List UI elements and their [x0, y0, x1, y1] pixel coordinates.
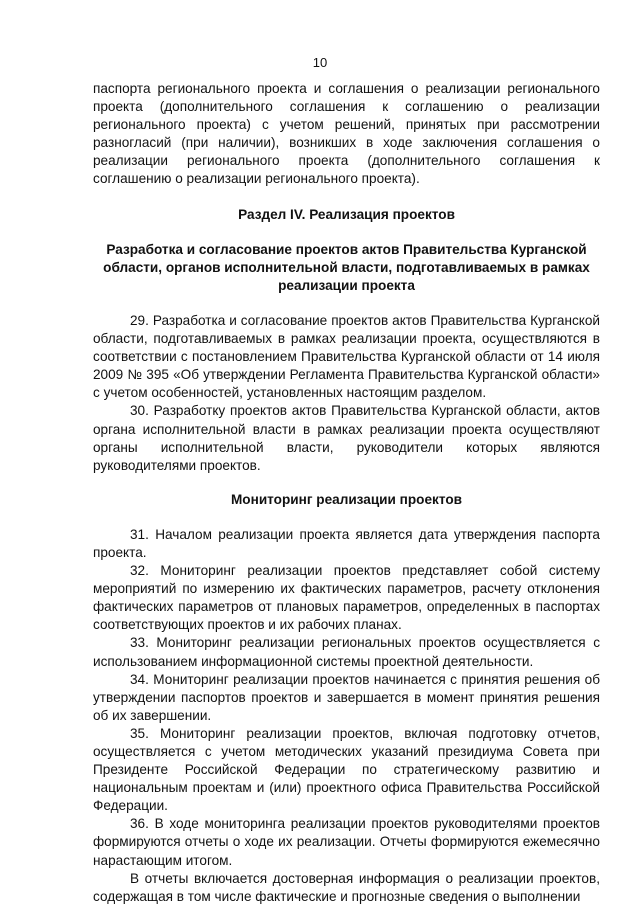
page-number: 10 — [312, 55, 328, 70]
paragraph-32: 32. Мониторинг реализации проектов представляет собой систему мероприятий по измерению их фактических параметров, расчету отклонения фактических параметров от плановых параметров, определенных в паспортах соответствующих проектов и их рабочих планах. — [93, 563, 600, 633]
paragraph-34: 34. Мониторинг реализации проектов начинается с принятия решения об утверждении паспортов проектов и завершается в момент принятия решения об их завершении. — [93, 671, 600, 723]
document-body — [93, 80, 600, 906]
paragraph-30: 30. Разработку проектов актов Правительства Курганской области, актов органа исполнительной власти в рамках реализации проекта осуществляют органы исполнительной власти, руководители которых являются руководителями проектов. — [93, 403, 600, 473]
paragraph-31: 31. Началом реализации проекта является дата утверждения паспорта проекта. — [93, 526, 600, 560]
paragraph-37: В отчеты включается достоверная информация о реализации проектов, содержащая в том числе фактические и прогнозные сведения о выполнении — [93, 870, 600, 904]
subsection-title-acts: Разработка и согласование проектов актов Правительства Курганской области, органов исполнительной власти, подготавливаемых в рамках реализации проекта — [103, 241, 590, 293]
subsection-title-monitoring: Мониторинг реализации проектов — [230, 491, 462, 507]
paragraph-36: 36. В ходе мониторинга реализации проектов руководителями проектов формируются отчеты о ходе их реализации. Отчеты формируются ежемесячно нарастающим итогом. — [93, 816, 600, 868]
paragraph-35: 35. Мониторинг реализации проектов, включая подготовку отчетов, осуществляется с учетом методических указаний президиума Совета при Президенте Российской Федерации по стратегическому развитию и национальным проектам и (или) проектного офиса Правительства Российской Федерации. — [93, 725, 600, 814]
paragraph-29: 29. Разработка и согласование проектов актов Правительства Курганской области, подготавливаемых в рамках реализации проекта, осуществляются в соответствии с постановлением Правительства Курганской области от 14 июля 2009 № 395 «Об утверждении Регламента Правительства Курганской области» с учетом особенностей, установленных настоящим разделом. — [93, 312, 600, 401]
paragraph-33: 33. Мониторинг реализации региональных проектов осуществляется с использованием информационной системы проектной деятельности. — [93, 635, 600, 669]
intro-paragraph: паспорта регионального проекта и соглашения о реализации регионального проекта (дополнительного соглашения к соглашению о реализации регионального проекта) с учетом решений, принятых при рассмотрении разногласий (при наличии), возникших в ходе заключения соглашения о реализации регионального проекта (дополнительного соглашения к соглашению о реализации регионального проекта). — [93, 81, 600, 187]
section-title: Раздел IV. Реализация проектов — [238, 206, 455, 222]
